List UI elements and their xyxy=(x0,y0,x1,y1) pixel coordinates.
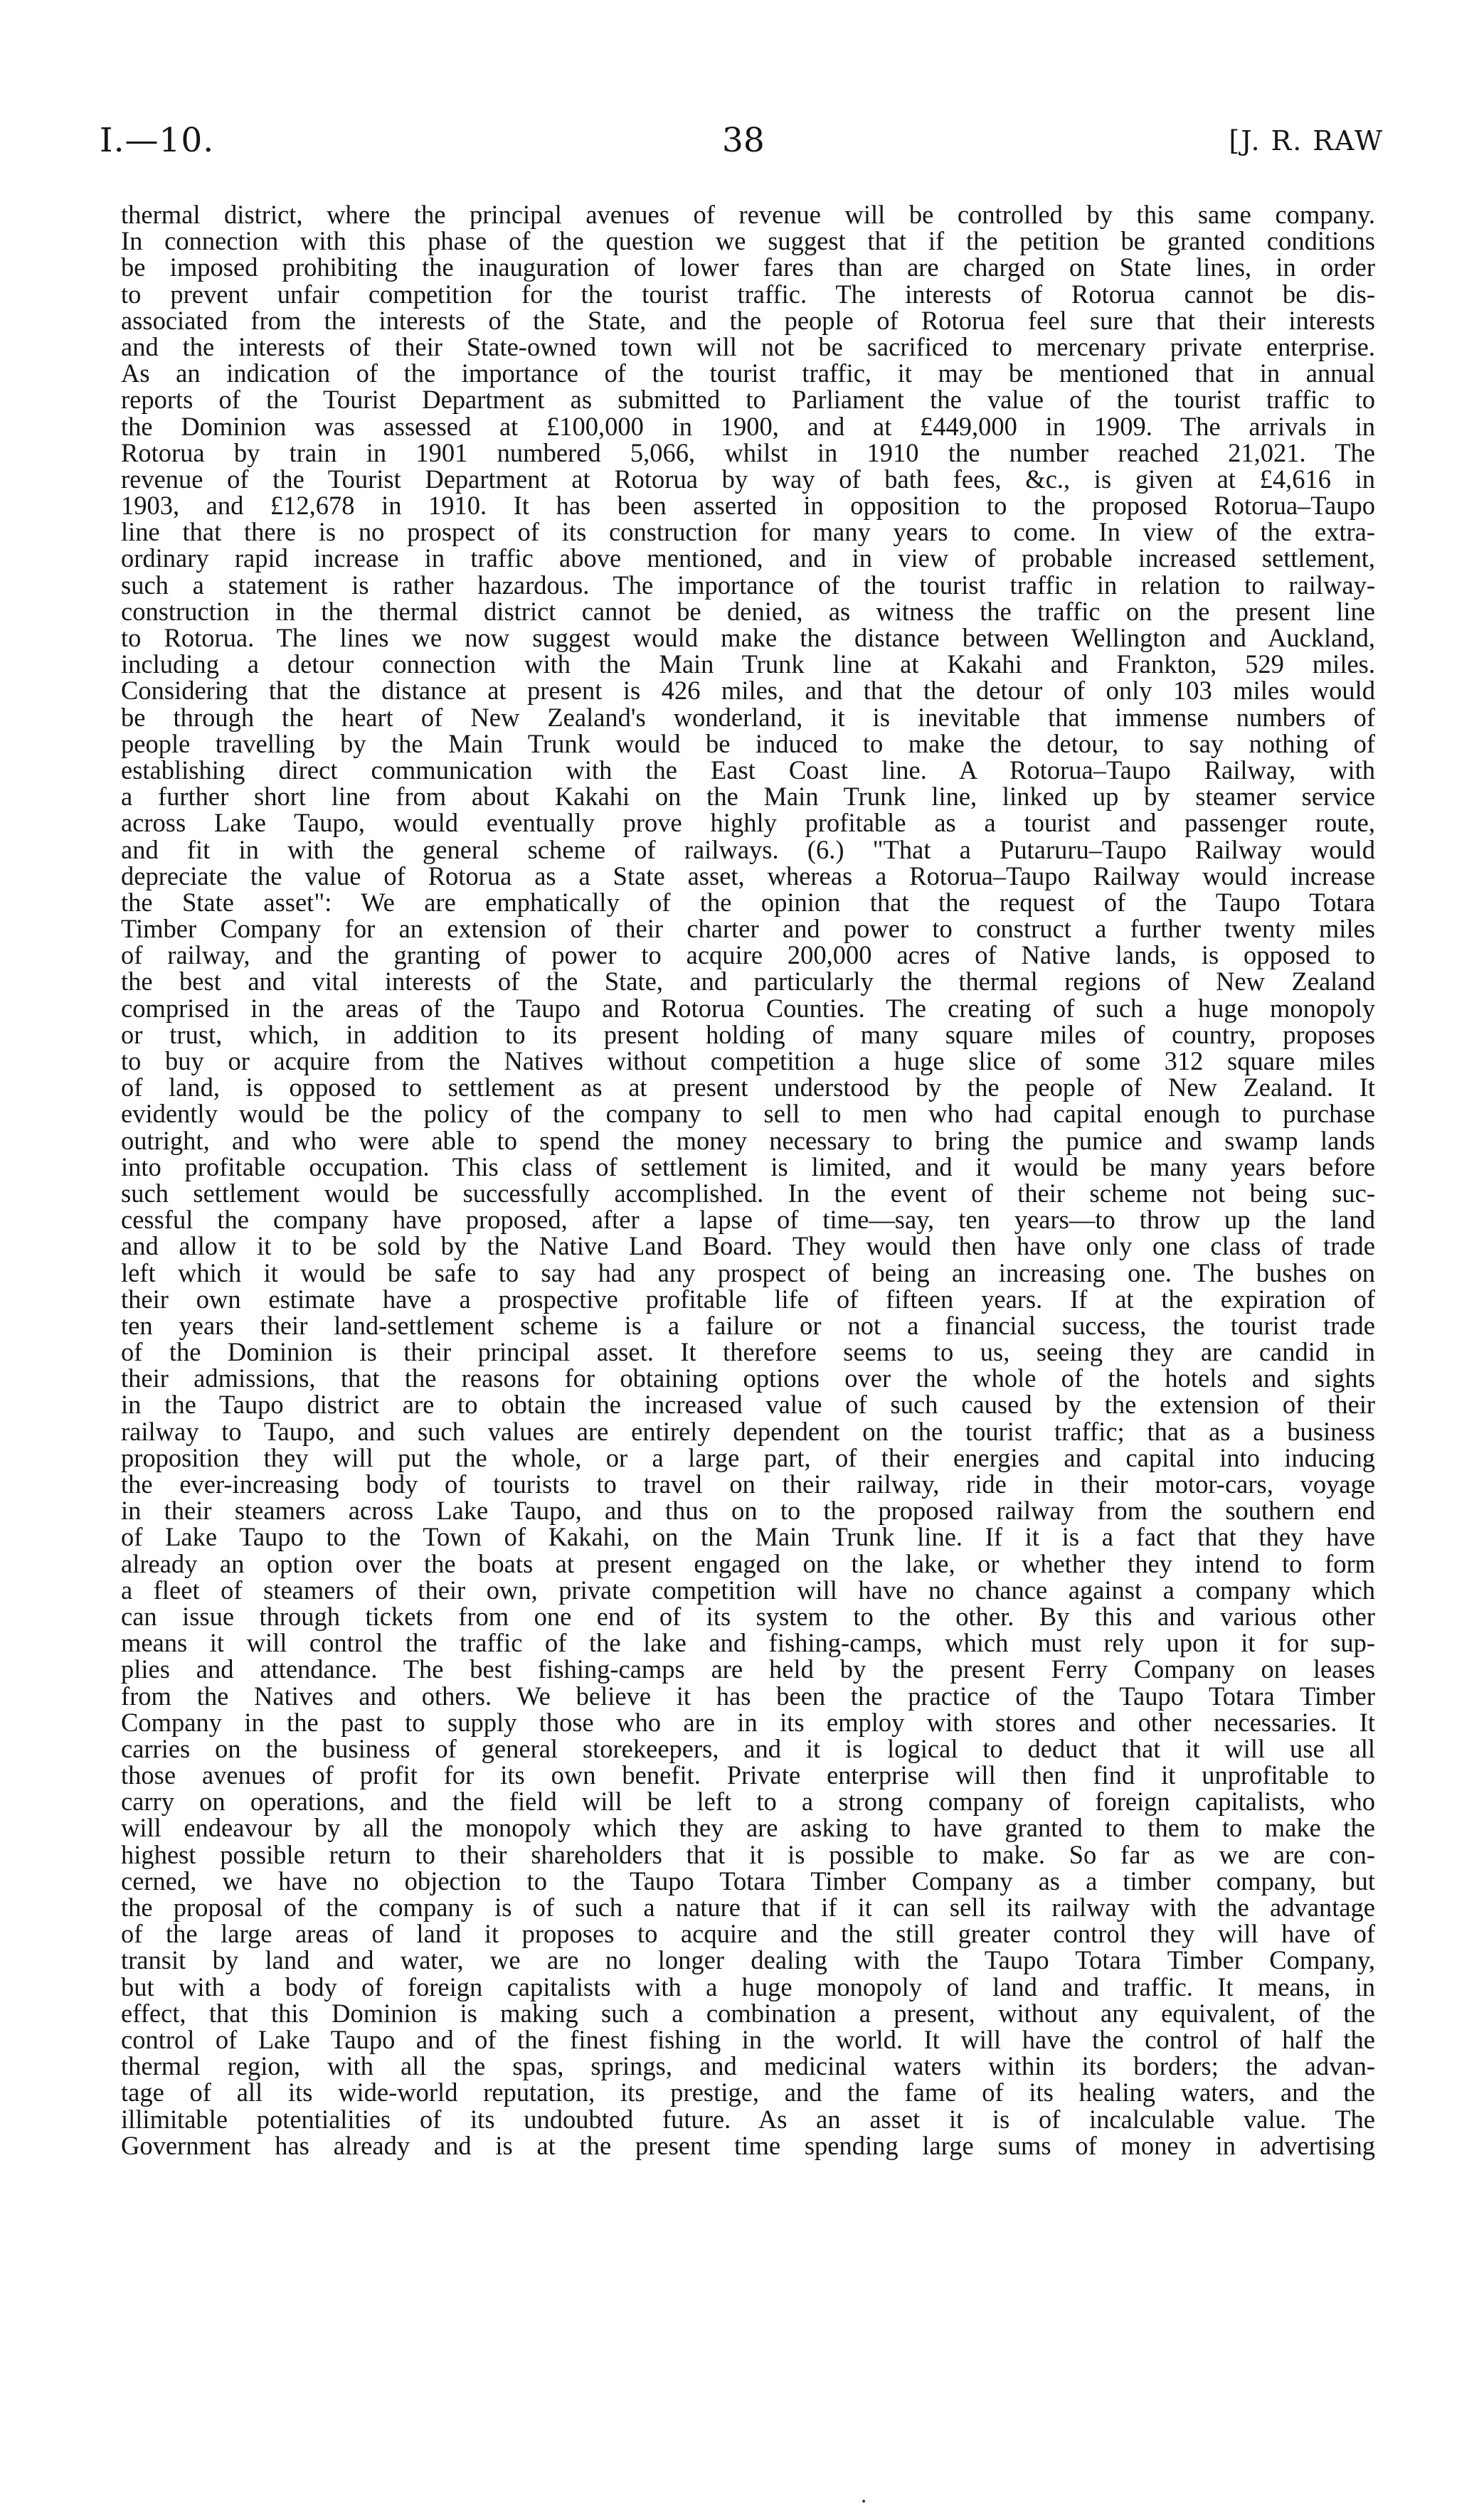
text-line: line that there is no prospect of its construction for many years to come. In view of the extra- xyxy=(121,517,1375,547)
text-line: transit by land and water, we are no longer dealing with the Taupo Totara Timber Company, xyxy=(121,1945,1375,1975)
text-line: the best and vital interests of the State, and particularly the thermal regions of New Zealand xyxy=(121,967,1375,996)
text-line: thermal district, where the principal avenues of revenue will be controlled by this same company. xyxy=(121,200,1375,229)
page-number: 38 xyxy=(722,121,765,160)
text-line: such a statement is rather hazardous. The importance of the tourist traffic in relation to railway- xyxy=(121,570,1375,600)
text-line: depreciate the value of Rotorua as a State asset, whereas a Rotorua–Taupo Railway would increase xyxy=(121,861,1375,890)
text-line: the Dominion was assessed at £100,000 in 1900, and at £449,000 in 1909. The arrivals in xyxy=(121,411,1375,441)
text-line: establishing direct communication with the East Coast line. A Rotorua–Taupo Railway, with xyxy=(121,755,1375,785)
witness-name: [J. R. RAW xyxy=(1229,125,1384,156)
text-line: ten years their land-settlement scheme is a failure or not a financial success, the tourist trade xyxy=(121,1310,1375,1340)
text-line: to prevent unfair competition for the tourist traffic. The interests of Rotorua cannot be dis- xyxy=(121,279,1375,309)
document-reference: I.—10. xyxy=(100,121,215,160)
text-line: ordinary rapid increase in traffic above mentioned, and in view of probable increased settlement, xyxy=(121,543,1375,573)
text-line: or trust, which, in addition to its present holding of many square miles of country, proposes xyxy=(121,1019,1375,1049)
text-line: the ever-increasing body of tourists to travel on their railway, ride in their motor-cars, voyage xyxy=(121,1469,1375,1499)
text-line: from the Natives and others. We believe it has been the practice of the Taupo Totara Timber xyxy=(121,1681,1375,1711)
bottom-dot-mark: • xyxy=(861,2497,867,2508)
text-line: cessful the company have proposed, after a lapse of time—say, ten years—to throw up the land xyxy=(121,1205,1375,1235)
text-line: plies and attendance. The best fishing-camps are held by the present Ferry Company on leases xyxy=(121,1654,1375,1684)
text-line: Timber Company for an extension of their charter and power to construct a further twenty miles xyxy=(121,914,1375,944)
text-line: such settlement would be successfully accomplished. In the event of their scheme not being suc- xyxy=(121,1178,1375,1208)
text-line: of railway, and the granting of power to acquire 200,000 acres of Native lands, is opposed to xyxy=(121,940,1375,970)
text-line: to Rotorua. The lines we now suggest would make the distance between Wellington and Auckland, xyxy=(121,623,1375,652)
text-line: illimitable potentialities of its undoubted future. As an asset it is of incalculable value. The xyxy=(121,2104,1375,2134)
text-line: cerned, we have no objection to the Taupo Totara Timber Company as a timber company, but xyxy=(121,1866,1375,1896)
text-line: comprised in the areas of the Taupo and Rotorua Counties. The creating of such a huge monopoly xyxy=(121,993,1375,1023)
text-line: across Lake Taupo, would eventually prove highly profitable as a tourist and passenger route, xyxy=(121,808,1375,838)
text-line: reports of the Tourist Department as submitted to Parliament the value of the tourist traffic to xyxy=(121,385,1375,415)
text-line: Company in the past to supply those who are in its employ with stores and other necessaries. It xyxy=(121,1707,1375,1737)
text-line: tage of all its wide-world reputation, its prestige, and the fame of its healing waters, and the xyxy=(121,2078,1375,2107)
text-line: already an option over the boats at present engaged on the lake, or whether they intend to form xyxy=(121,1548,1375,1578)
text-line: of land, is opposed to settlement as at present understood by the people of New Zealand. It xyxy=(121,1073,1375,1102)
text-line: In connection with this phase of the question we suggest that if the petition be granted conditions xyxy=(121,226,1375,256)
text-line: carry on operations, and the field will be left to a strong company of foreign capitalists, who xyxy=(121,1787,1375,1817)
text-line: proposition they will put the whole, or a large part, of their energies and capital into inducing xyxy=(121,1442,1375,1472)
text-line: but with a body of foreign capitalists with a huge monopoly of land and traffic. It means, in xyxy=(121,1972,1375,2001)
text-line: a fleet of steamers of their own, private competition will have no chance against a company which xyxy=(121,1575,1375,1605)
text-line: revenue of the Tourist Department at Rotorua by way of bath fees, &c., is given at £4,616 in xyxy=(121,464,1375,494)
text-line: 1903, and £12,678 in 1910. It has been asserted in opposition to the proposed Rotorua–Taupo xyxy=(121,491,1375,521)
text-line: a further short line from about Kakahi on the Main Trunk line, linked up by steamer service xyxy=(121,782,1375,812)
text-line: to buy or acquire from the Natives without competition a huge slice of some 312 square miles xyxy=(121,1046,1375,1075)
text-line: carries on the business of general storekeepers, and it is logical to deduct that it will use all xyxy=(121,1733,1375,1763)
text-line: effect, that this Dominion is making such a combination a present, without any equivalent, of the xyxy=(121,1998,1375,2028)
text-line: will endeavour by all the monopoly which they are asking to have granted to them to make the xyxy=(121,1813,1375,1843)
page-header xyxy=(100,121,1384,178)
text-line: As an indication of the importance of the tourist traffic, it may be mentioned that in annual xyxy=(121,358,1375,388)
text-line: outright, and who were able to spend the money necessary to bring the pumice and swamp lands xyxy=(121,1125,1375,1155)
text-line: highest possible return to their shareholders that it is possible to make. So far as we are con- xyxy=(121,1839,1375,1869)
text-line: in their steamers across Lake Taupo, and thus on to the proposed railway from the southern end xyxy=(121,1496,1375,1526)
text-line: railway to Taupo, and such values are entirely dependent on the tourist traffic; that as a business xyxy=(121,1416,1375,1446)
text-line: those avenues of profit for its own benefit. Private enterprise will then find it unprofitable to xyxy=(121,1760,1375,1790)
text-line: can issue through tickets from one end of its system to the other. By this and various other xyxy=(121,1601,1375,1631)
text-line: the proposal of the company is of such a nature that if it can sell its railway with the advantage xyxy=(121,1893,1375,1922)
text-line: means it will control the traffic of the lake and fishing-camps, which must rely upon it for sup- xyxy=(121,1628,1375,1658)
body-text xyxy=(121,201,1375,2159)
text-line: of Lake Taupo to the Town of Kakahi, on the Main Trunk line. If it is a fact that they have xyxy=(121,1522,1375,1552)
text-line: construction in the thermal district cannot be denied, as witness the traffic on the present line xyxy=(121,596,1375,626)
text-line: people travelling by the Main Trunk would be induced to make the detour, to say nothing of xyxy=(121,728,1375,758)
text-line: Rotorua by train in 1901 numbered 5,066, whilst in 1910 the number reached 21,021. The xyxy=(121,437,1375,467)
text-line: into profitable occupation. This class of settlement is limited, and it would be many years before xyxy=(121,1152,1375,1181)
text-line: left which it would be safe to say had any prospect of being an increasing one. The bushes on xyxy=(121,1258,1375,1287)
text-line: Government has already and is at the present time spending large sums of money in advertising xyxy=(121,2130,1375,2160)
text-line: thermal region, with all the spas, springs, and medicinal waters within its borders; the advan- xyxy=(121,2051,1375,2081)
text-line: associated from the interests of the State, and the people of Rotorua feel sure that their interests xyxy=(121,305,1375,335)
text-line: Considering that the distance at present is 426 miles, and that the detour of only 103 miles would xyxy=(121,676,1375,706)
text-line: evidently would be the policy of the company to sell to men who had capital enough to purchase xyxy=(121,1099,1375,1129)
text-line: of the Dominion is their principal asset. It therefore seems to us, seeing they are candid in xyxy=(121,1337,1375,1367)
text-line: and fit in with the general scheme of railways. (6.) "That a Putaruru–Taupo Railway would xyxy=(121,834,1375,864)
text-line: control of Lake Taupo and of the finest fishing in the world. It will have the control of half the xyxy=(121,2024,1375,2054)
text-line: and allow it to be sold by the Native Land Board. They would then have only one class of trade xyxy=(121,1231,1375,1261)
text-line: their admissions, that the reasons for obtaining options over the whole of the hotels and sights xyxy=(121,1363,1375,1393)
text-line: be imposed prohibiting the inauguration of lower fares than are charged on State lines, in order xyxy=(121,252,1375,282)
text-line: their own estimate have a prospective profitable life of fifteen years. If at the expiration of xyxy=(121,1284,1375,1314)
text-line: in the Taupo district are to obtain the increased value of such caused by the extension of their xyxy=(121,1390,1375,1420)
text-line: of the large areas of land it proposes to acquire and the still greater control they will have of xyxy=(121,1919,1375,1949)
text-line: the State asset": We are emphatically of the opinion that the request of the Taupo Totara xyxy=(121,887,1375,917)
text-line: be through the heart of New Zealand's wonderland, it is inevitable that immense numbers of xyxy=(121,702,1375,732)
text-line: including a detour connection with the Main Trunk line at Kakahi and Frankton, 529 miles. xyxy=(121,649,1375,679)
text-line: and the interests of their State-owned town will not be sacrificed to mercenary private enterprise. xyxy=(121,331,1375,361)
